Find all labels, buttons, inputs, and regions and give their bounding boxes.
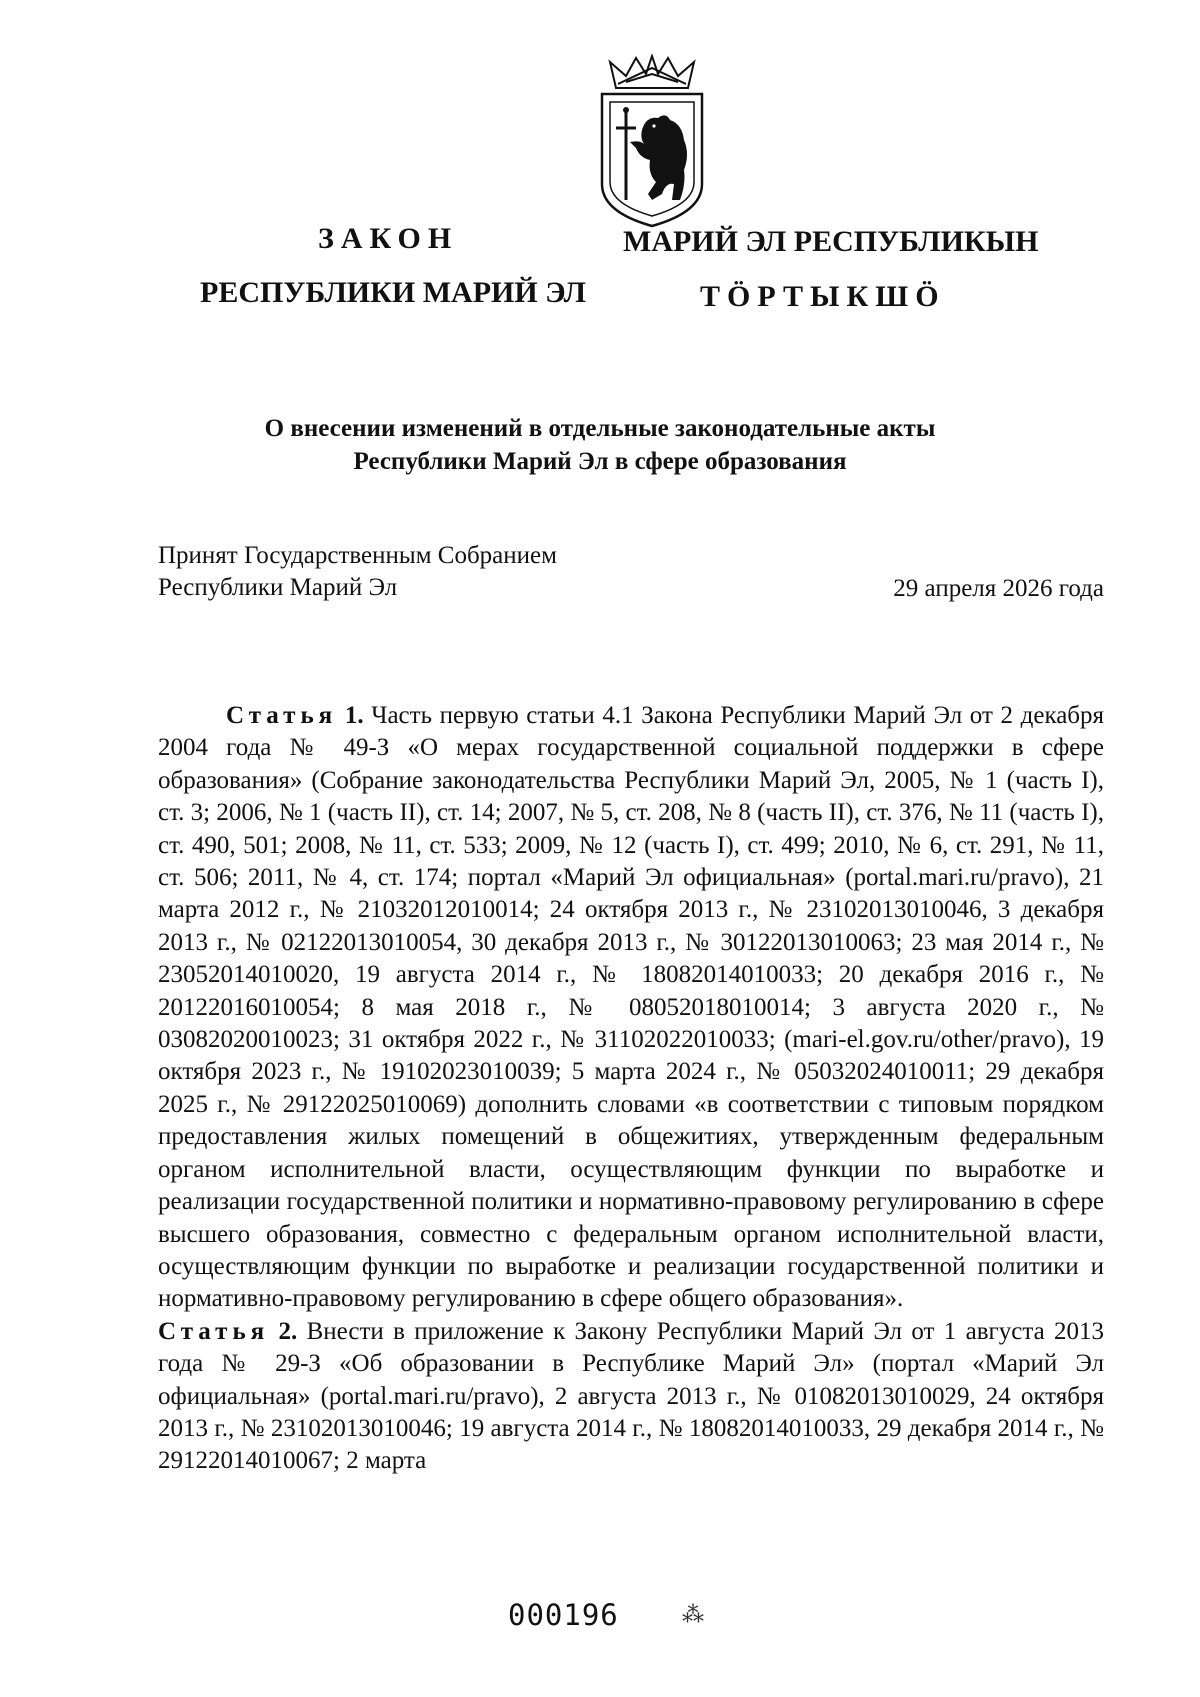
article-label: Статья xyxy=(158,1317,270,1345)
serial-number: 000196 xyxy=(508,1598,619,1632)
article-text: Внести в приложение к Закону Республики Марий Эл от 1 августа 2013 года № 29-З «Об образовании в Республике Марий Эл» (портал «Марий Эл официальная» (portal.mari.ru/pravo), 2 августа 2013 г., № 01082013010029, 24 октября 2013 г., № 23102013010046; 19 августа 2014 г., № 18082014010033, 29 декабря 2014 г., № 29122014010067; 2 марта xyxy=(158,1317,1105,1475)
republic-name-ru: РЕСПУБЛИКИ МАРИЙ ЭЛ xyxy=(200,276,587,309)
title-line-1: О внесении изменений в отдельные законодательные акты xyxy=(264,415,936,442)
article-1 xyxy=(158,700,1104,1316)
law-heading-mari: ТӦРТЫКШӦ xyxy=(700,280,946,313)
document-title xyxy=(150,412,1050,478)
law-body xyxy=(158,700,1104,1478)
mari-el-coat-of-arms-icon xyxy=(596,54,708,230)
adoption-block xyxy=(158,540,557,604)
adopted-line-1: Принят Государственным Собранием xyxy=(158,542,557,569)
adopted-line-2: Республики Марий Эл xyxy=(158,574,398,601)
print-mark: ⁂ xyxy=(682,1602,704,1627)
article-text: Часть первую статьи 4.1 Закона Республики Марий Эл от 2 декабря 2004 года № 49-З «О мерах государственной социальной поддержки в сфере образования» (Собрание законодательства Республики Марий Эл, 2005, № 1 (часть I), ст. 3; 2006, № 1 (часть II), ст. 14; 2007, № 5, ст. 208, № 8 (часть II), ст. 376, № 11 (часть I), ст. 490, 501; 2008, № 11, ст. 533; 2009, № 12 (часть I), ст. 499; 2010, № 6, ст. 291, № 11, ст. 506; 2011, № 4, ст. 174; портал «Марий Эл официальная» (portal.mari.ru/pravo), 21 марта 2012 г., № 21032012010014; 24 октября 2013 г., № 23102013010046, 3 декабря 2013 г., № 02122013010054, 30 декабря 2013 г., № 30122013010063; 23 мая 2014 г., № 23052014010020, 19 августа 2014 г., № 18082014010033; 20 декабря 2016 г., № 20122016010054; 8 мая 2018 г., № 08052018010014; 3 августа 2020 г., № 03082020010023; 31 октября 2022 г., № 31102022010033; (mari-el.gov.ru/other/pravo), 19 октября 2023 г., № 19102023010039; 5 марта 2024 г., № 05032024010011; 29 декабря 2025 г., № 29122025010069) дополнить словами «в соответствии с типовым порядком предоставления жилых помещений в общежитиях, утвержденным федеральным органом исполнительной власти, осуществляющим функции по выработке и реализации государственной политики и нормативно-правовому регулированию в сфере высшего образования, совместно с федеральным органом исполнительной власти, осуществляющим функции по выработке и реализации государственной политики и нормативно-правовому регулированию в сфере общего образования». xyxy=(158,702,1105,1313)
law-heading: ЗАКОН xyxy=(318,222,459,255)
article-2 xyxy=(158,1316,1104,1478)
republic-name-mari: МАРИЙ ЭЛ РЕСПУБЛИКЫН xyxy=(623,225,1039,258)
title-line-2: Республики Марий Эл в сфере образования xyxy=(353,448,847,475)
article-number: 2. xyxy=(278,1317,298,1345)
article-number: 1. xyxy=(344,702,364,729)
adoption-date: 29 апреля 2026 года xyxy=(893,575,1104,602)
article-label: Статья xyxy=(226,702,338,729)
